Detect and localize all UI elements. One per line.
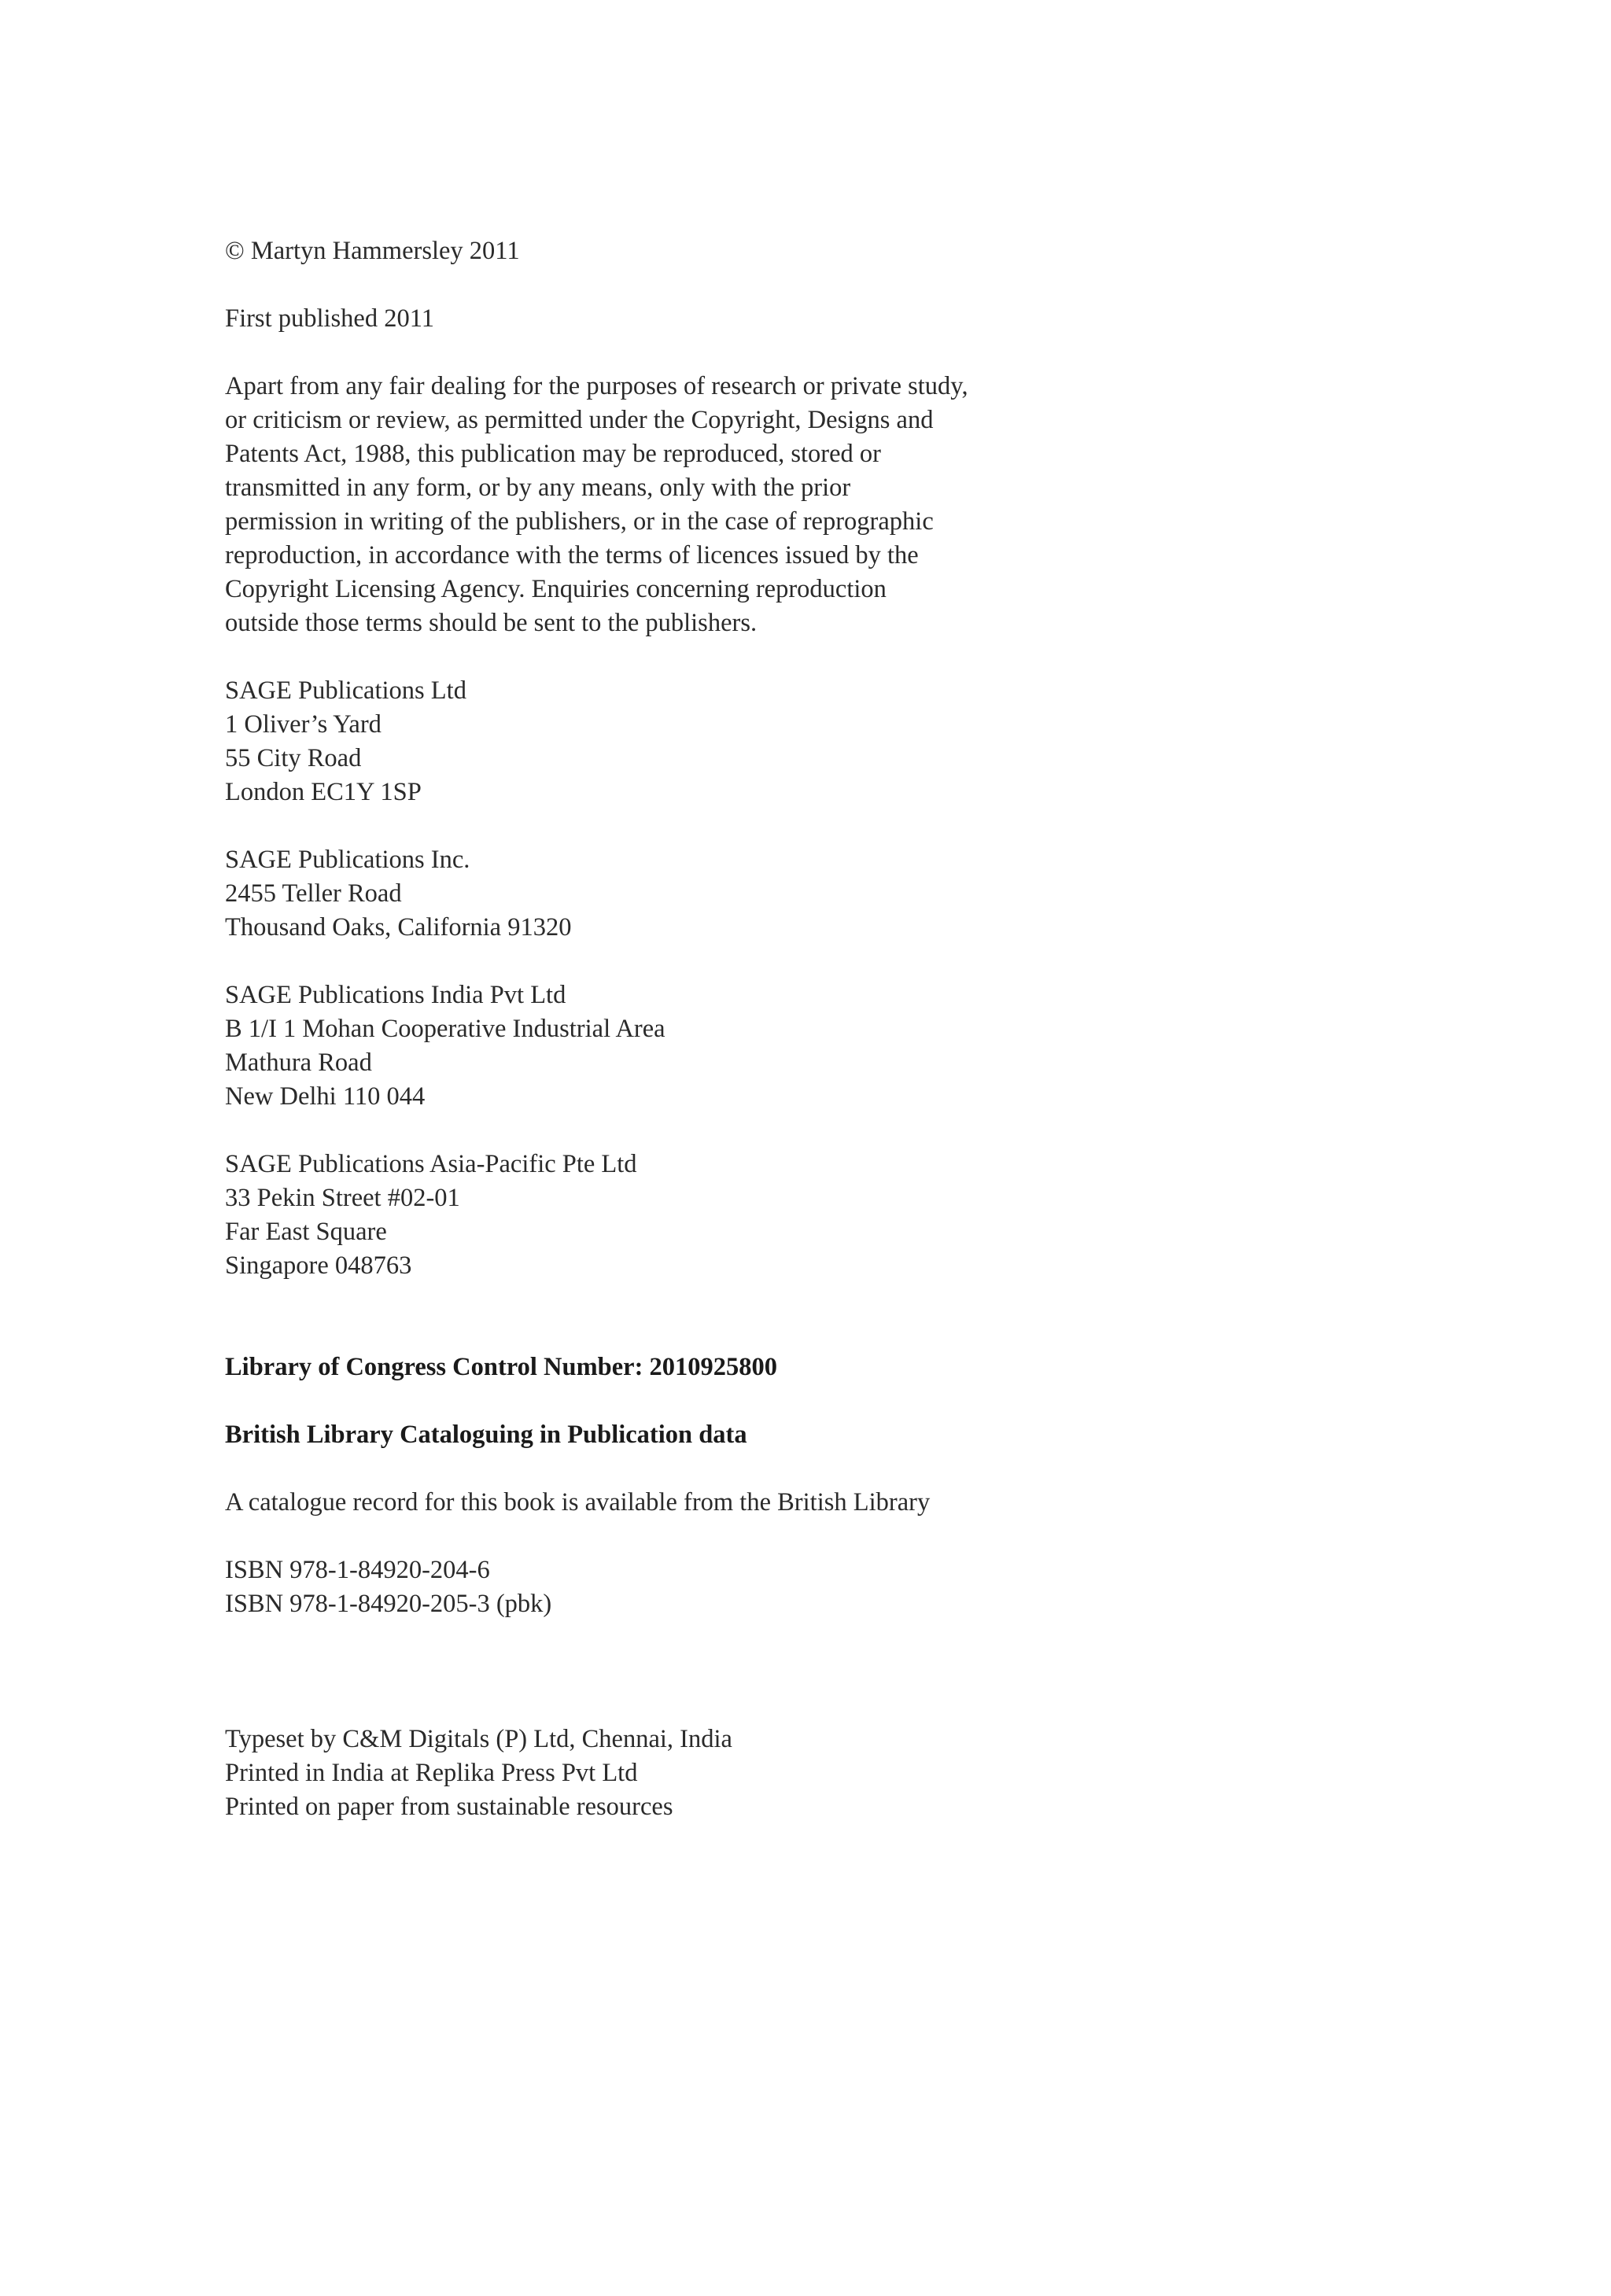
address-line: Singapore 048763 — [225, 1251, 412, 1280]
address-line: SAGE Publications Asia-Pacific Pte Ltd — [225, 1150, 637, 1178]
address-uk — [225, 674, 1405, 809]
copyright-line: © Martyn Hammersley 2011 — [225, 237, 520, 265]
rights-line: or criticism or review, as permitted under the Copyright, Designs and — [225, 406, 934, 434]
rights-paragraph — [225, 370, 1405, 640]
rights-line: transmitted in any form, or by any means, only with the prior — [225, 474, 851, 502]
address-line: Far East Square — [225, 1218, 387, 1246]
printing-line: Printed in India at Replika Press Pvt Ltd — [225, 1759, 638, 1787]
bl-record-line: A catalogue record for this book is available from the British Library — [225, 1488, 931, 1517]
address-line: SAGE Publications Ltd — [225, 676, 466, 705]
address-line: 1 Oliver’s Yard — [225, 710, 382, 739]
address-line: 2455 Teller Road — [225, 879, 402, 908]
british-library-heading — [225, 1418, 1405, 1452]
first-published-line: First published 2011 — [225, 304, 435, 333]
isbn-line: ISBN 978-1-84920-205-3 (pbk) — [225, 1590, 552, 1618]
address-line: Thousand Oaks, California 91320 — [225, 913, 572, 942]
rights-line: Apart from any fair dealing for the purposes of research or private study, — [225, 372, 968, 400]
address-line: Mathura Road — [225, 1048, 372, 1077]
address-line: London EC1Y 1SP — [225, 778, 422, 806]
address-singapore — [225, 1148, 1405, 1283]
printing-info — [225, 1723, 1405, 1824]
address-us — [225, 843, 1405, 945]
copyright-page — [225, 234, 1405, 1824]
isbn-block — [225, 1553, 1405, 1621]
printing-line: Typeset by C&M Digitals (P) Ltd, Chennai, India — [225, 1725, 732, 1753]
copyright-notice — [225, 234, 1405, 268]
printing-line: Printed on paper from sustainable resources — [225, 1793, 673, 1821]
address-line: SAGE Publications Inc. — [225, 846, 470, 874]
bl-cip-heading: British Library Cataloguing in Publication data — [225, 1421, 747, 1449]
british-library-record — [225, 1486, 1405, 1520]
library-of-congress — [225, 1351, 1405, 1384]
rights-line: Patents Act, 1988, this publication may be reproduced, stored or — [225, 440, 881, 468]
rights-line: Copyright Licensing Agency. Enquiries concerning reproduction — [225, 575, 887, 603]
rights-line: reproduction, in accordance with the terms of licences issued by the — [225, 541, 919, 569]
rights-line: outside those terms should be sent to the publishers. — [225, 609, 758, 637]
address-line: B 1/I 1 Mohan Cooperative Industrial Area — [225, 1015, 665, 1043]
address-line: New Delhi 110 044 — [225, 1082, 426, 1111]
address-line: 55 City Road — [225, 744, 362, 772]
publication-date — [225, 302, 1405, 336]
address-line: SAGE Publications India Pvt Ltd — [225, 981, 566, 1009]
isbn-line: ISBN 978-1-84920-204-6 — [225, 1556, 490, 1584]
address-india — [225, 978, 1405, 1114]
rights-line: permission in writing of the publishers, or in the case of reprographic — [225, 507, 934, 536]
address-line: 33 Pekin Street #02-01 — [225, 1184, 460, 1212]
loc-control-number: Library of Congress Control Number: 2010925800 — [225, 1353, 778, 1381]
